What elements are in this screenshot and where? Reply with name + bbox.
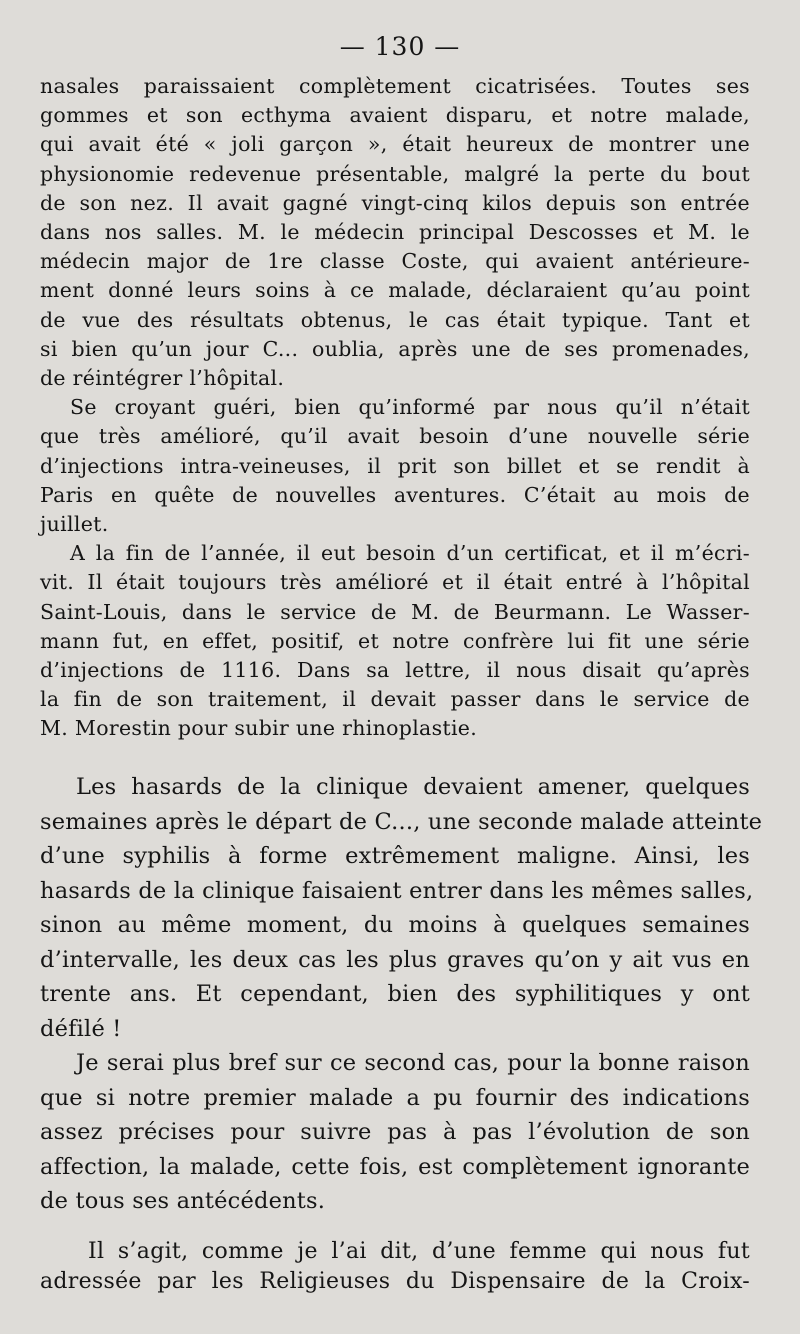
- text-line: qui avait été « joli garçon », était heureux de montrer une: [40, 132, 750, 157]
- text-line: sinon au même moment, du moins à quelques semaines: [40, 912, 750, 938]
- paragraph-3: [40, 539, 750, 743]
- paragraph-5: [40, 1046, 750, 1219]
- text-line: gommes et son ecthyma avaient disparu, et notre malade,: [40, 103, 750, 128]
- paragraph-6: [40, 1237, 750, 1297]
- text-line: Se croyant guéri, bien qu’informé par nous qu’il n’était: [70, 395, 750, 420]
- text-line: ment donné leurs soins à ce malade, déclaraient qu’au point: [40, 278, 750, 303]
- text-line: de vue des résultats obtenus, le cas était typique. Tant et: [40, 307, 750, 332]
- text-line: physionomie redevenue présentable, malgré la perte du bout: [40, 161, 750, 186]
- text-line: si bien qu’un jour C... oublia, après une de ses promenades,: [40, 336, 750, 361]
- text-line: adressée par les Religieuses du Dispensaire de la Croix-: [40, 1269, 750, 1294]
- text-line: d’une syphilis à forme extrêmement maligne. Ainsi, les: [40, 843, 750, 869]
- text-line: Il s’agit, comme je l’ai dit, d’une femme qui nous fut: [88, 1239, 750, 1264]
- page-number: — 130 —: [339, 32, 461, 61]
- text-line: Je serai plus bref sur ce second cas, pour la bonne raison: [76, 1050, 750, 1076]
- text-line: affection, la malade, cette fois, est complètement ignorante: [40, 1153, 750, 1180]
- text-line: d’injections intra-veineuses, il prit son billet et se rendit à: [40, 453, 750, 478]
- text-line: médecin major de 1re classe Coste, qui avaient antérieure-: [40, 249, 750, 274]
- text-line: que très amélioré, qu’il avait besoin d’une nouvelle série: [40, 424, 750, 449]
- text-line: de son nez. Il avait gagné vingt-cinq kilos depuis son entrée: [40, 190, 750, 215]
- text-line: Paris en quête de nouvelles aventures. C’était au mois de: [40, 482, 750, 507]
- text-line: d’intervalle, les deux cas les plus graves qu’on y ait vus en: [40, 946, 750, 973]
- text-line: que si notre premier malade a pu fournir des indications: [40, 1084, 750, 1111]
- text-line: mann fut, en effet, positif, et notre confrère lui fit une série: [40, 628, 750, 653]
- text-line: Les hasards de la clinique devaient amener, quelques: [76, 774, 750, 800]
- text-line: nasales paraissaient complètement cicatrisées. Toutes ses: [40, 74, 750, 98]
- text-block-top: [40, 72, 750, 744]
- text-line: assez précises pour suivre pas à pas l’évolution de son: [40, 1119, 750, 1145]
- text-line: semaines après le départ de C..., une seconde malade atteinte: [40, 808, 763, 835]
- paragraph-4: [40, 770, 763, 1046]
- text-line: la fin de son traitement, il devait passer dans le service de: [40, 687, 750, 712]
- paragraph-2: [40, 393, 750, 539]
- text-line: A la fin de l’année, il eut besoin d’un certificat, et il m’écri-: [70, 541, 750, 566]
- paragraph-1: [40, 72, 750, 393]
- text-line: défilé !: [40, 1015, 122, 1042]
- text-line: Saint-Louis, dans le service de M. de Beurmann. Le Wasser-: [40, 599, 750, 624]
- text-line: d’injections de 1116. Dans sa lettre, il nous disait qu’après: [40, 658, 750, 683]
- text-line: juillet.: [40, 512, 109, 537]
- text-line: hasards de la clinique faisaient entrer dans les mêmes salles,: [40, 877, 754, 904]
- text-line: trente ans. Et cependant, bien des syphilitiques y ont: [40, 981, 750, 1007]
- text-line: vit. Il était toujours très amélioré et il était entré à l’hôpital: [40, 570, 750, 595]
- text-line: de réintégrer l’hôpital.: [40, 366, 285, 391]
- text-line: dans nos salles. M. le médecin principal Descosses et M. le: [40, 220, 750, 245]
- text-line: de tous ses antécédents.: [40, 1188, 326, 1214]
- text-block-bottom: [40, 1237, 750, 1297]
- text-block-middle: [40, 770, 763, 1219]
- text-line: M. Morestin pour subir une rhinoplastie.: [40, 716, 478, 741]
